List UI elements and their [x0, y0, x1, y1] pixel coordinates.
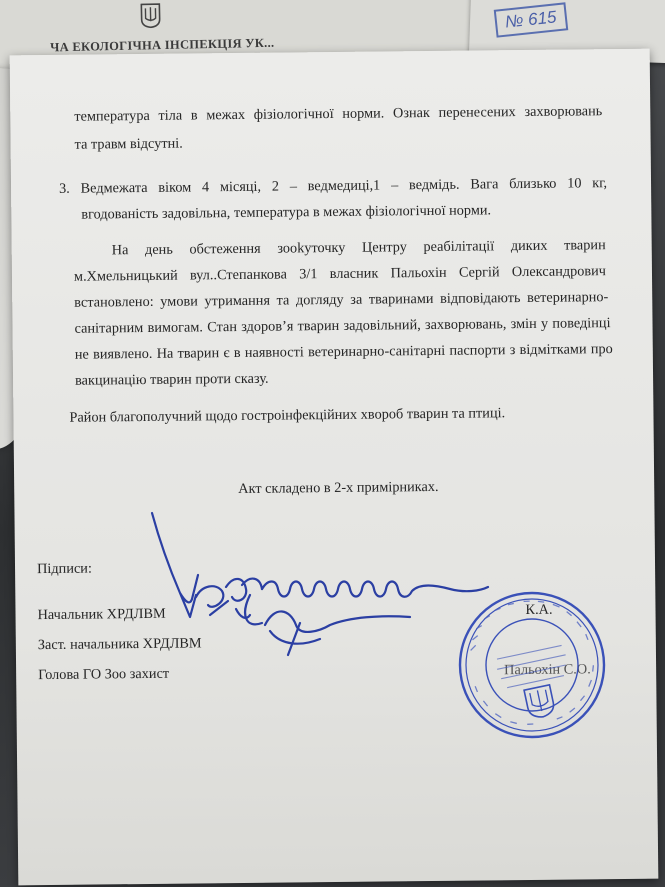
para2-line2: м.Хмельницький вул..Степанкова 3/1 власник Пальохін Сергій Олександрович — [73, 263, 607, 285]
number-stamp: № 615 — [494, 2, 568, 37]
para2-line6: вакцинацію тварин проти сказу. — [74, 370, 269, 389]
signer1-name: К.А. — [525, 601, 553, 619]
para2-line5: не виявлено. На тварин є в наявності ветеринарно-санітарні паспорти з відмітками про — [74, 341, 613, 363]
para1-line2: та травм відсутні. — [74, 135, 183, 153]
para2-line4: санітарним вимогам. Стан здоров’я тварин задовільний, захворювань, змін у поведінці — [74, 315, 611, 337]
trident-emblem-icon — [139, 2, 162, 28]
background-header-line1: ЧА ЕКОЛОГІЧНА ІНСПЕКЦІЯ УК... — [50, 35, 275, 55]
signatures-label: Підписи: — [36, 560, 92, 578]
official-seal — [455, 588, 610, 743]
act-copies-line: Акт складено в 2-х примірниках. — [238, 478, 439, 498]
signer3-title: Голова ГО Зоо захист — [38, 665, 170, 684]
item3-line2: вгодованість задовільна, температура в межах фізіологічної норми. — [81, 202, 492, 223]
para2-line3: встановлено: умови утримання та догляду за тваринами відповідають ветеринарно- — [74, 289, 609, 311]
para2-line1: На день обстеження зооkуточку Центру реабілітації диких тварин — [111, 237, 606, 259]
item3-line1: 3. Ведмежата віком 4 місяці, 2 – ведмедиці,1 – ведмідь. Вага близько 10 кг, — [58, 175, 608, 197]
signer1-title: Начальник ХРДЛВМ — [37, 605, 166, 624]
signer2-title: Заст. начальника ХРДЛВМ — [37, 635, 202, 654]
handwritten-signature — [150, 505, 490, 690]
signer3-name: Пальохін С.О. — [504, 661, 591, 679]
document-sheet — [10, 49, 659, 886]
para3: Район благополучний щодо гостроінфекційних хвороб тварин та птиці. — [69, 405, 506, 426]
para1-line1: температура тіла в межах фізіологічної норми. Ознак перенесених захворювань — [74, 103, 603, 125]
